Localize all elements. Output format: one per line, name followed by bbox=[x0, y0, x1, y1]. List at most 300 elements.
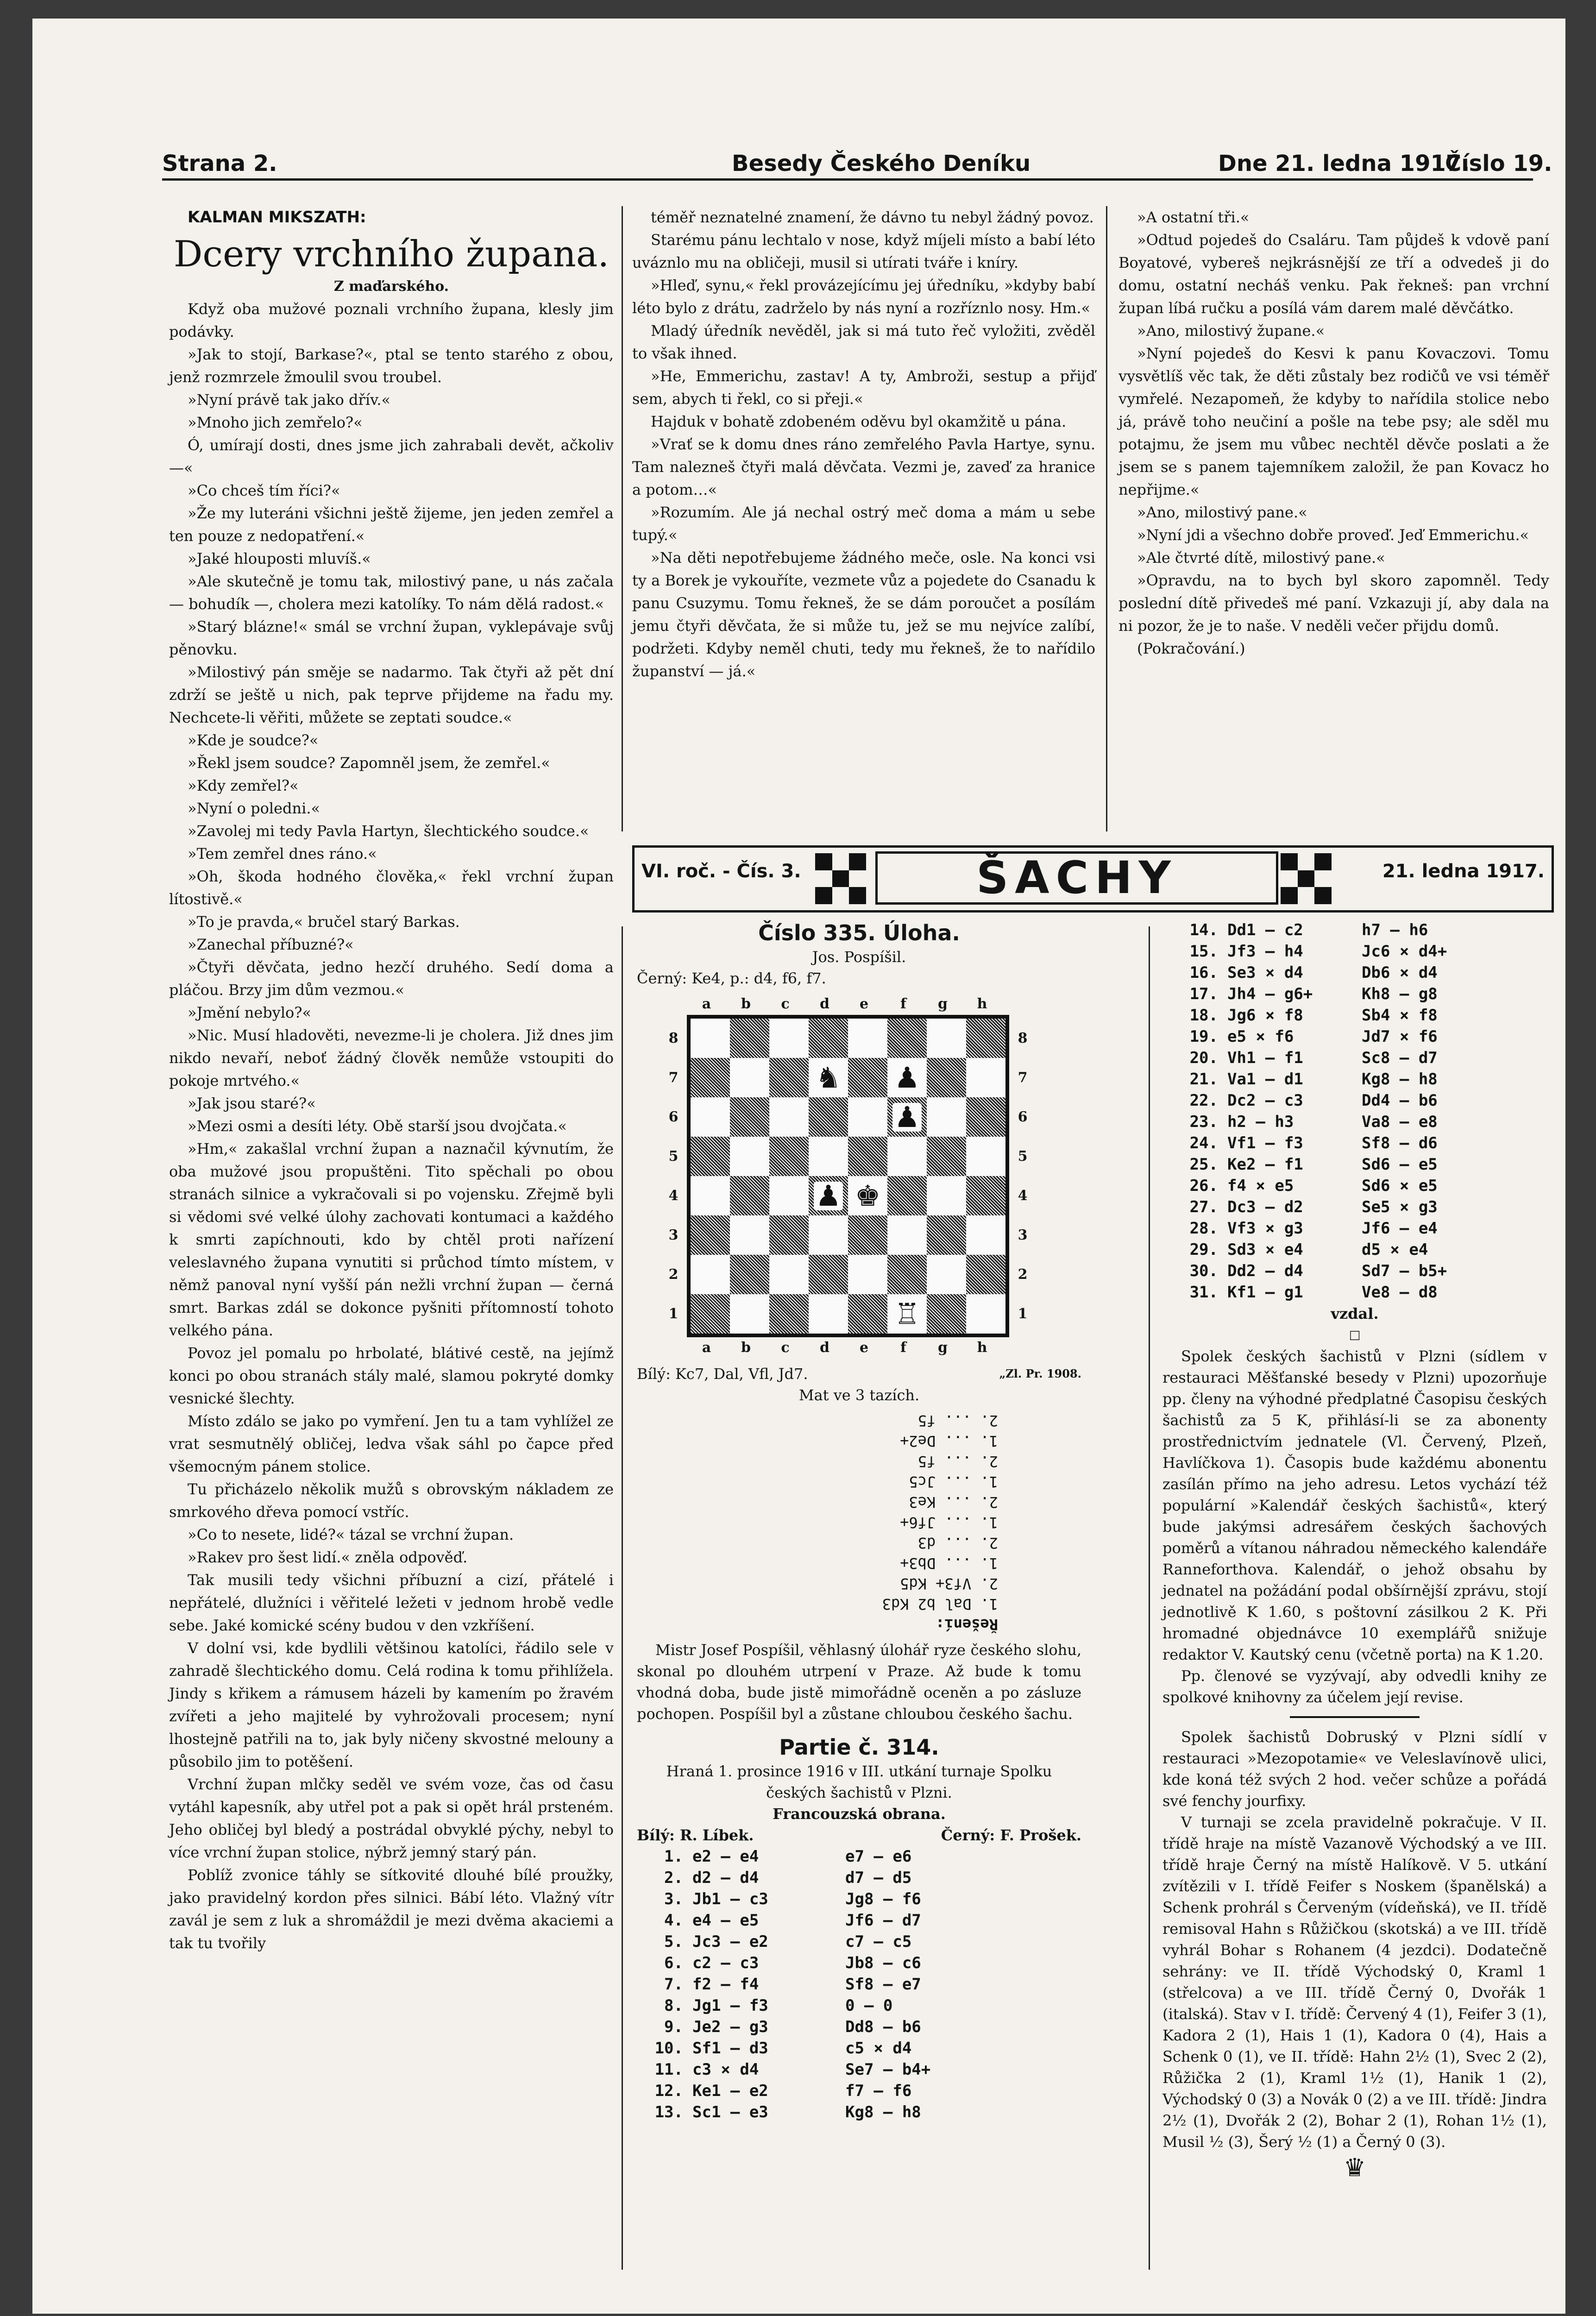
black-move: Va8 — e8 bbox=[1362, 1113, 1438, 1131]
move-number: 19. bbox=[1189, 1027, 1218, 1046]
board-square-d3 bbox=[809, 1215, 848, 1255]
move-number: 12. bbox=[654, 2082, 683, 2100]
board-square-f5 bbox=[887, 1137, 927, 1176]
board-square-d1 bbox=[809, 1294, 848, 1334]
board-square-f2 bbox=[887, 1255, 927, 1294]
club-notice-plzen: Spolek českých šachistů v Plzni (sídlem v restauraci Měšťanské besedy v Plzni) upozorňuje pp. členy na výhodné předplatné Časopisu českých šachistů za 5 K, přihlásí-li se za abonenty prostřednictvím jednatele (Vl. Červený, Plzeň, Havlíčkova 1). Časopis bude každému abonentu zasílán přímo na jeho adresu. Letos vychází též populární »Kalendář českých šachistů«, který bude jakýmsi adresářem českých šachových poměrů a vítanou náhradou německého kalendáře Ranneforthova. Kalendář, o jehož obsahu by jednatel na požádání podal obšírnější zprávu, stojí jednotlivě K 1.60, s poštovní zásilkou 2 K. Při hromadné objednávce 10 exemplářů snižuje redaktor V. Kautský cenu (včetně porta) na K 1.20. bbox=[1162, 1347, 1547, 1663]
divider bbox=[1290, 1716, 1420, 1718]
white-move: Jg1 — f3 bbox=[692, 1996, 768, 2015]
story-paragraph: »Jmění nebylo?« bbox=[188, 1004, 312, 1021]
story-paragraph: »Oh, škoda hodného člověka,« řekl vrchní župan lítostivě.« bbox=[169, 868, 614, 908]
white-move: Dd2 — d4 bbox=[1227, 1262, 1303, 1280]
rank-label: 5 bbox=[668, 1148, 679, 1164]
chess-title: ŠACHY bbox=[875, 851, 1278, 905]
game-black: Černý: F. Prošek. bbox=[941, 1826, 1081, 1844]
white-move: Dc3 — d2 bbox=[1227, 1198, 1303, 1216]
page-number: Strana 2. bbox=[162, 151, 277, 176]
white-move: Jc3 — e2 bbox=[692, 1932, 768, 1951]
rank-label: 1 bbox=[668, 1306, 679, 1322]
white-move: e2 — e4 bbox=[692, 1847, 759, 1866]
black-move: Sd6 × e5 bbox=[1362, 1177, 1438, 1195]
problem-solution-inverted bbox=[655, 1410, 998, 1635]
board-square-b6 bbox=[730, 1097, 769, 1137]
solution-line: 2. ... f5 bbox=[917, 1412, 998, 1429]
file-label: f bbox=[900, 996, 906, 1012]
move-number: 4. bbox=[664, 1911, 683, 1930]
checker-ornament bbox=[815, 853, 866, 904]
board-square-a6 bbox=[691, 1097, 730, 1137]
column-rule bbox=[622, 206, 623, 831]
black-move: Kg8 — h8 bbox=[1362, 1070, 1438, 1089]
move-number: 9. bbox=[664, 2018, 683, 2036]
story-right-text bbox=[1118, 206, 1549, 660]
move-row bbox=[1162, 1282, 1547, 1303]
move-number: 31. bbox=[1189, 1283, 1218, 1302]
board-square-g2 bbox=[927, 1255, 966, 1294]
board-square-h8 bbox=[966, 1019, 1005, 1058]
board-square-d6 bbox=[809, 1097, 848, 1137]
move-number: 26. bbox=[1189, 1177, 1218, 1195]
problem-stipulation: Mat ve 3 tazích. bbox=[798, 1386, 920, 1404]
story-paragraph: »Opravdu, na to bych byl skoro zapomněl. Tedy poslední dítě přivedeš mé paní. Vzkazuji jí, aby dala na ni pozor, že je to naše. V neděli večer přijdu domů. bbox=[1118, 572, 1549, 635]
move-number: 5. bbox=[664, 1932, 683, 1951]
story-middle-column bbox=[632, 206, 1095, 683]
white-move: Jh4 — g6+ bbox=[1227, 985, 1313, 1003]
file-labels-top bbox=[687, 994, 1002, 1015]
game-white: Bílý: R. Líbek. bbox=[637, 1826, 754, 1844]
black-move: Db6 × d4 bbox=[1362, 963, 1438, 982]
move-row bbox=[637, 2016, 1081, 2038]
rank-label: 7 bbox=[1018, 1070, 1028, 1086]
move-number: 8. bbox=[664, 1996, 683, 2015]
move-number: 3. bbox=[664, 1890, 683, 1908]
board-square-f4 bbox=[887, 1176, 927, 1215]
game-title: Partie č. 314. bbox=[779, 1735, 939, 1760]
white-move: f4 × e5 bbox=[1227, 1177, 1294, 1195]
file-label: a bbox=[702, 996, 711, 1012]
game-opening: Francouzská obrana. bbox=[773, 1805, 946, 1823]
rank-label: 4 bbox=[1018, 1188, 1028, 1204]
move-row bbox=[637, 1952, 1081, 1974]
black-move: Se5 × g3 bbox=[1362, 1198, 1438, 1216]
move-row bbox=[1162, 1026, 1547, 1047]
board-square-b4 bbox=[730, 1176, 769, 1215]
story-paragraph: V dolní vsi, kde bydlili většinou katolíci, řádilo sele v zahradě šlechtického domu. Celá rodina k tomu přihlížela. Jindy s křikem a rámusem házeli by kamením po žravém zvířeti a jeho majitelé by vyhrožovali procesem; nyní lhostejně patřili na to, jak byly ničeny skvostné melouny a působilo jim to potěšení. bbox=[169, 1639, 614, 1770]
black-move: f7 — f6 bbox=[845, 2082, 912, 2100]
chess-problem-column bbox=[637, 919, 1081, 2123]
white-move: Va1 — d1 bbox=[1227, 1070, 1303, 1089]
story-paragraph: Starému pánu lechtalo v nose, když míjeli místo a babí léto uváznlo mu na obličeji, musil si utírati tváře i kníry. bbox=[632, 231, 1095, 271]
file-label: e bbox=[859, 996, 869, 1012]
club-notice-dobrusky: Spolek šachistů Dobruský v Plzni sídlí v restauraci »Mezopotamie« ve Veleslavínově ulici, kde koná též svých 2 hod. večer schůze a pořádá své fenchy jourfixy. bbox=[1162, 1728, 1547, 1810]
move-number: 25. bbox=[1189, 1155, 1218, 1174]
story-paragraph: »Rozumím. Ale já nechal ostrý meč doma a mám u sebe tupý.« bbox=[632, 503, 1095, 544]
board-square-a7 bbox=[691, 1058, 730, 1097]
move-row bbox=[1162, 1047, 1547, 1069]
board-square-h1 bbox=[966, 1294, 1005, 1334]
black-move: h7 — h6 bbox=[1362, 921, 1428, 939]
move-number: 1. bbox=[664, 1847, 683, 1866]
rank-label: 1 bbox=[1018, 1306, 1028, 1322]
rank-label: 4 bbox=[668, 1188, 679, 1204]
board-square-h5 bbox=[966, 1137, 1005, 1176]
move-row bbox=[637, 1974, 1081, 1995]
rank-label: 8 bbox=[1018, 1030, 1028, 1046]
board-square-f3 bbox=[887, 1215, 927, 1255]
move-row bbox=[637, 1867, 1081, 1888]
board-square-e2 bbox=[848, 1255, 887, 1294]
file-label: g bbox=[938, 1340, 948, 1356]
move-row bbox=[637, 1995, 1081, 2016]
story-paragraph: »Že my luteráni všichni ještě žijeme, jen jeden zemřel a ten pouze z nedopatření.« bbox=[169, 504, 614, 545]
move-number: 16. bbox=[1189, 963, 1218, 982]
story-middle-text bbox=[632, 206, 1095, 683]
white-move: c2 — c3 bbox=[692, 1954, 759, 1972]
rank-label: 2 bbox=[1018, 1266, 1028, 1283]
rank-label: 3 bbox=[668, 1227, 679, 1243]
problem-black: Černý: Ke4, p.: d4, f6, f7. bbox=[637, 969, 826, 987]
move-number: 29. bbox=[1189, 1240, 1218, 1259]
story-paragraph: »Zanechal příbuzné?« bbox=[188, 936, 354, 953]
story-left-text bbox=[169, 298, 614, 1955]
black-move: d7 — d5 bbox=[845, 1869, 912, 1887]
file-label: c bbox=[781, 1340, 790, 1356]
story-paragraph: »Vrať se k domu dnes ráno zemřelého Pavla Hartye, synu. Tam nalezneš čtyři malá děvčata. Vezmi je, zaveď za hranice a potom…« bbox=[632, 435, 1095, 498]
move-row bbox=[1162, 1005, 1547, 1026]
board-square-g8 bbox=[927, 1019, 966, 1058]
move-number: 20. bbox=[1189, 1049, 1218, 1067]
board-square-f7 bbox=[887, 1058, 927, 1097]
story-paragraph: »Ale čtvrté dítě, milostivý pane.« bbox=[1137, 549, 1385, 566]
black-move: Kh8 — g8 bbox=[1362, 985, 1438, 1003]
column-rule bbox=[1106, 206, 1107, 831]
separator-mark: □ bbox=[1349, 1328, 1361, 1342]
black-move: Sf8 — d6 bbox=[1362, 1134, 1438, 1152]
board-square-c3 bbox=[769, 1215, 809, 1255]
board-square-d2 bbox=[809, 1255, 848, 1294]
move-number: 30. bbox=[1189, 1262, 1218, 1280]
move-row bbox=[1162, 1069, 1547, 1090]
move-number: 6. bbox=[664, 1954, 683, 1972]
checker-ornament bbox=[1281, 853, 1332, 904]
game-intro: Hraná 1. prosince 1916 v III. utkání turnaje Spolku českých šachistů v Plzni. bbox=[666, 1762, 1052, 1801]
black-move: Dd8 — b6 bbox=[845, 2018, 921, 2036]
story-title: Dcery vrchního župana. bbox=[173, 233, 609, 275]
solution-line: 1. ... Db3+ bbox=[900, 1554, 998, 1572]
solution-line: 1. ... Jc5 bbox=[909, 1473, 998, 1491]
board-square-h3 bbox=[966, 1215, 1005, 1255]
board-square-h7 bbox=[966, 1058, 1005, 1097]
story-paragraph: »Nyní jdi a všechno dobře proveď. Jeď Emmerichu.« bbox=[1137, 526, 1529, 544]
board-square-g3 bbox=[927, 1215, 966, 1255]
white-move: Jb1 — c3 bbox=[692, 1890, 768, 1908]
move-number: 15. bbox=[1189, 942, 1218, 961]
board-square-a8 bbox=[691, 1019, 730, 1058]
story-paragraph: »Jak to stojí, Barkase?«, ptal se tento starého z obou, jenž rozmrzele žmoulil svou troubel. bbox=[169, 346, 614, 386]
story-paragraph: »Tem zemřel dnes ráno.« bbox=[188, 845, 377, 862]
move-number: 28. bbox=[1189, 1219, 1218, 1238]
story-paragraph: »Rakev pro šest lidí.« zněla odpověď. bbox=[188, 1548, 468, 1566]
story-right-column bbox=[1118, 206, 1549, 660]
board-square-d4 bbox=[809, 1176, 848, 1215]
chess-board bbox=[687, 1015, 1009, 1337]
white-move: Sc1 — e3 bbox=[692, 2103, 768, 2121]
black-move: Jf6 — d7 bbox=[845, 1911, 921, 1930]
story-paragraph: Povoz jel pomalu po hrbolaté, blátivé cestě, na jejímž konci po obou stranách stály malé, slamou pokryté domky vesnické šlechty. bbox=[169, 1344, 614, 1407]
board-square-b1 bbox=[730, 1294, 769, 1334]
white-move: Vf3 × g3 bbox=[1227, 1219, 1303, 1238]
board-square-e4 bbox=[848, 1176, 887, 1215]
file-label: h bbox=[977, 996, 987, 1012]
board-square-d8 bbox=[809, 1019, 848, 1058]
move-number: 23. bbox=[1189, 1113, 1218, 1131]
solution-line: 2. ... f5 bbox=[917, 1453, 998, 1470]
story-paragraph: »Hm,« zakašlal vrchní župan a naznačil kývnutím, že oba mužové jsou propuštěni. Tito spěchali po obou stranách silnice a vykračovali si po vojensku. Zřejmě byli si vědomi své velké úlohy zachovati kontumaci a každého k smrti zapíchnouti, kdo by chtěl proti nařízení veleslavného župana vynutiti si průchod tímto místem, v němž panoval nyní vyšší pán nežli vrchní župan — černá smrt. Barkas zdál se dokonce pyšniti přítomností tohoto velkého pána. bbox=[169, 1140, 614, 1339]
story-subtitle: Z maďarského. bbox=[333, 278, 449, 295]
move-number: 21. bbox=[1189, 1070, 1218, 1089]
board-square-b2 bbox=[730, 1255, 769, 1294]
rank-label: 5 bbox=[1018, 1148, 1028, 1164]
rank-label: 7 bbox=[668, 1070, 679, 1086]
move-number: 17. bbox=[1189, 985, 1218, 1003]
story-paragraph: »Jak jsou staré?« bbox=[188, 1095, 316, 1112]
board-square-b8 bbox=[730, 1019, 769, 1058]
white-move: e4 — e5 bbox=[692, 1911, 759, 1930]
move-number: 11. bbox=[654, 2060, 683, 2079]
board-square-g6 bbox=[927, 1097, 966, 1137]
black-move: Jd7 × f6 bbox=[1362, 1027, 1438, 1046]
board-square-e3 bbox=[848, 1215, 887, 1255]
black-move: Sb4 × f8 bbox=[1362, 1006, 1438, 1025]
file-label: h bbox=[977, 1340, 987, 1356]
move-row bbox=[1162, 1260, 1547, 1282]
move-row bbox=[1162, 1175, 1547, 1196]
story-paragraph: »Mezi osmi a desíti léty. Obě starší jsou dvojčata.« bbox=[188, 1117, 567, 1135]
page-header bbox=[162, 151, 1552, 181]
move-row bbox=[637, 2080, 1081, 2102]
move-row bbox=[637, 1931, 1081, 1952]
story-paragraph: »Mnoho jich zemřelo?« bbox=[188, 414, 363, 431]
board-square-c6 bbox=[769, 1097, 809, 1137]
chess-diagram bbox=[660, 994, 1040, 1359]
move-row bbox=[1162, 1154, 1547, 1175]
board-square-b3 bbox=[730, 1215, 769, 1255]
black-move: Sd7 — b5+ bbox=[1362, 1262, 1447, 1280]
white-move: Vf1 — f3 bbox=[1227, 1134, 1303, 1152]
paper-title: Besedy Českého Deníku bbox=[732, 151, 1031, 176]
white-move: f2 — f4 bbox=[692, 1975, 759, 1994]
story-paragraph: »To je pravda,« bručel starý Barkas. bbox=[188, 913, 460, 931]
column-rule bbox=[1149, 926, 1150, 2270]
white-move: Kf1 — g1 bbox=[1227, 1283, 1303, 1302]
black-move: c5 × d4 bbox=[845, 2039, 912, 2058]
chess-piece-icon: ♟ bbox=[892, 1103, 922, 1132]
black-move: Ve8 — d8 bbox=[1362, 1283, 1438, 1302]
story-paragraph: »Na děti nepotřebujeme žádného meče, osle. Na konci vsi ty a Borek je vykouříte, vezmete vůz a pojedete do Csanadu k panu Csuzymu. Tomu řekneš, že se dám poroučet a posílám jemu čtyři děvčata, že si může tu, jež se mu nejvíce zalíbí, podržeti. Kdyby neměl chuti, tedy mu řekneš, že to nařídilo županství — já.« bbox=[632, 549, 1095, 680]
file-label: f bbox=[900, 1340, 906, 1356]
move-number: 22. bbox=[1189, 1091, 1218, 1110]
board-square-e5 bbox=[848, 1137, 887, 1176]
file-label: d bbox=[820, 996, 829, 1012]
chess-piece-icon: ♞ bbox=[814, 1064, 843, 1092]
story-paragraph: »Nyní pojedeš do Kesvi k panu Kovaczovi. Tomu vysvětlíš věc tak, že děti zůstaly bez rodičů ve vsi téměř vymřelé. Nezapomeň, že kdyby to nařídila stolice nebo já, právě toho neučiní a pošle na tebe psy; ale sděl mu potajmu, že jsem mu vůbec nechtěl děvče poslati a že jsem se s panem tajemníkem založil, že pan Kovacz ho nepřijme.« bbox=[1118, 345, 1549, 498]
move-number: 13. bbox=[654, 2103, 683, 2121]
story-paragraph: »Kdy zemřel?« bbox=[188, 777, 299, 794]
black-move: c7 — c5 bbox=[845, 1932, 912, 1951]
board-square-e1 bbox=[848, 1294, 887, 1334]
board-square-e7 bbox=[848, 1058, 887, 1097]
rank-label: 8 bbox=[668, 1030, 679, 1046]
rank-label: 2 bbox=[668, 1266, 679, 1283]
problem-white: Bílý: Kc7, Dal, Vfl, Jd7. bbox=[637, 1365, 808, 1383]
black-move: Jf6 — e4 bbox=[1362, 1219, 1438, 1238]
problem-title: Číslo 335. Úloha. bbox=[758, 920, 960, 945]
story-paragraph: »Jaké hlouposti mluvíš.« bbox=[188, 550, 371, 567]
file-label: a bbox=[702, 1340, 711, 1356]
black-move: Jg8 — f6 bbox=[845, 1890, 921, 1908]
problem-author: Jos. Pospíšil. bbox=[812, 948, 906, 966]
move-number: 2. bbox=[664, 1869, 683, 1887]
black-move: d5 × e4 bbox=[1362, 1240, 1428, 1259]
file-labels-bottom bbox=[687, 1337, 1002, 1359]
board-square-a2 bbox=[691, 1255, 730, 1294]
column-rule bbox=[622, 926, 623, 2270]
move-row bbox=[637, 1910, 1081, 1931]
story-paragraph: »Co chceš tím říci?« bbox=[188, 482, 340, 499]
black-move: Kg8 — h8 bbox=[845, 2103, 921, 2121]
board-square-g7 bbox=[927, 1058, 966, 1097]
white-move: Dd1 — c2 bbox=[1227, 921, 1303, 939]
story-paragraph: Když oba mužové poznali vrchního župana, klesly jim podávky. bbox=[169, 300, 614, 340]
solution-line: 1. ... De2+ bbox=[900, 1432, 998, 1450]
newspaper-page bbox=[32, 19, 1565, 2314]
board-square-f8 bbox=[887, 1019, 927, 1058]
story-paragraph: »Nyní právě tak jako dřív.« bbox=[188, 391, 391, 409]
story-paragraph: »Hleď, synu,« řekl provázejícímu jej úředníku, »kdyby babí léto bylo z drátu, zadrželo by nás nyní a rozříznlo nosy. Hm.« bbox=[632, 277, 1095, 317]
white-move: e5 × f6 bbox=[1227, 1027, 1294, 1046]
board-square-a4 bbox=[691, 1176, 730, 1215]
move-row bbox=[1162, 962, 1547, 983]
white-move: c3 × d4 bbox=[692, 2060, 759, 2079]
rank-label: 6 bbox=[1018, 1109, 1028, 1125]
solution-line: 2. ... Ke3 bbox=[909, 1493, 998, 1511]
game-moves-1-13 bbox=[637, 1846, 1081, 2123]
board-square-e6 bbox=[848, 1097, 887, 1137]
story-paragraph: téměř neznatelné znamení, že dávno tu nebyl žádný povoz. bbox=[651, 208, 1094, 226]
story-paragraph: »Starý blázne!« smál se vrchní župan, vyklepávaje svůj pěnovku. bbox=[169, 618, 614, 658]
story-paragraph: Hajduk v bohatě zdobeném oděvu byl okamžitě u pána. bbox=[651, 413, 1067, 430]
file-label: g bbox=[938, 996, 948, 1012]
white-move: Sf1 — d3 bbox=[692, 2039, 768, 2058]
board-square-h6 bbox=[966, 1097, 1005, 1137]
move-row bbox=[1162, 1111, 1547, 1133]
black-move: Sd6 — e5 bbox=[1362, 1155, 1438, 1174]
black-move: e7 — e6 bbox=[845, 1847, 912, 1866]
story-paragraph: »Odtud pojedeš do Csaláru. Tam půjdeš k vdově paní Boyatové, vybereš nejkrásnější ze tří a odvedeš ji do domu, ostatní necháš venku. Pak řekneš: pan vrchní župan líbá ručku a posílá vám darem malé děvčátko. bbox=[1118, 231, 1549, 317]
move-row bbox=[1162, 1239, 1547, 1260]
board-square-f6 bbox=[887, 1097, 927, 1137]
solution-line: 1. ... Jf6+ bbox=[900, 1514, 998, 1531]
white-move: Dc2 — c3 bbox=[1227, 1091, 1303, 1110]
black-move: 0 — 0 bbox=[845, 1996, 893, 2015]
black-move: Se7 — b4+ bbox=[845, 2060, 931, 2079]
move-row bbox=[1162, 941, 1547, 962]
file-label: c bbox=[781, 996, 790, 1012]
board-square-c8 bbox=[769, 1019, 809, 1058]
board-square-d7 bbox=[809, 1058, 848, 1097]
board-square-g1 bbox=[927, 1294, 966, 1334]
story-paragraph: Vrchní župan mlčky seděl ve svém voze, čas od času vytáhl kapesník, aby utřel pot a pak si opět hrál prsteném. Jeho obličej byl bledý a postrádal obvyklé pýchy, nebyl to více vrchní župan stolice, nýbrž jemný starý pán. bbox=[169, 1775, 614, 1861]
move-row bbox=[1162, 1133, 1547, 1154]
story-paragraph: »Milostivý pán směje se nadarmo. Tak čtyři až pět dní zdrží se ještě u nich, pak teprve přijdeme na řadu my. Nechcete-li věřiti, můžete se zeptati soudce.« bbox=[169, 663, 614, 726]
story-paragraph: Tak musili tedy všichni příbuzní a cizí, přátelé i nepřátelé, dlužníci i věřitelé ležeti v jednom hrobě vedle sebe. Jaké komické scény budou v den vzkříšení. bbox=[169, 1571, 614, 1634]
move-row bbox=[637, 1888, 1081, 1910]
tournament-report: V turnaji se zcela pravidelně pokračuje. V II. třídě hraje na místě Vazanově Východský a ve III. třídě hraje Černý na místě Halíkově. V 5. utkání zvítězili v I. třídě Feifer s Noskem (španělská) a Schenk prohrál s Červeným (vídeňská), ve II. třídě remisoval Hahn s Růžičkou (skotská) a ve III. třídě vyhrál Bohar s Rohanem (4 jezdci). Dodatečně sehrány: ve II. třídě Východský 0, Kraml 1 (střelcova) a ve III. třídě Černý 0, Dvořák 1 (italská). Stav v I. třídě: Červený 4 (1), Feifer 3 (1), Kadora 2 (1), Hais 1 (1), Kadora 0 (4), Hais a Schenk 0 (1), ve II. třídě: Hahn 2½ (1), Svec 2 (2), Růžička 2 (1), Kraml 1½ (1), Hanik 1 (2), Východský 0 (3) a Novák 0 (2) a ve III. třídě: Jindra 2½ (1), Dvořák 2 (2), Bohar 2 (1), Rohan 1½ (1), Musil ½ (3), Šerý ½ (1) a Černý 0 (3). bbox=[1162, 1813, 1547, 2151]
story-author: KALMAN MIKSZATH: bbox=[188, 208, 366, 227]
story-paragraph: »Zavolej mi tedy Pavla Hartyn, šlechtického soudce.« bbox=[188, 822, 589, 840]
move-row bbox=[1162, 919, 1547, 941]
board-square-d5 bbox=[809, 1137, 848, 1176]
move-row bbox=[1162, 1196, 1547, 1218]
crown-ornament-icon: ♛ bbox=[1343, 2153, 1366, 2182]
file-label: b bbox=[741, 996, 751, 1012]
board-square-e8 bbox=[848, 1019, 887, 1058]
move-row bbox=[637, 2059, 1081, 2080]
move-number: 18. bbox=[1189, 1006, 1218, 1025]
black-move: Sf8 — e7 bbox=[845, 1975, 921, 1994]
story-paragraph: »A ostatní tři.« bbox=[1137, 208, 1250, 226]
white-move: Je2 — g3 bbox=[692, 2018, 768, 2036]
rank-label: 6 bbox=[668, 1109, 679, 1125]
white-move: Se3 × d4 bbox=[1227, 963, 1303, 982]
chess-piece-icon: ♚ bbox=[853, 1182, 883, 1210]
white-move: Jg6 × f8 bbox=[1227, 1006, 1303, 1025]
white-move: Ke1 — e2 bbox=[692, 2082, 768, 2100]
black-move: Jc6 × d4+ bbox=[1362, 942, 1447, 961]
white-move: Ke2 — f1 bbox=[1227, 1155, 1303, 1174]
file-label: b bbox=[741, 1340, 751, 1356]
story-left-column bbox=[169, 206, 614, 1955]
board-square-a5 bbox=[691, 1137, 730, 1176]
game-moves-14-31 bbox=[1162, 919, 1547, 1303]
file-label: d bbox=[820, 1340, 829, 1356]
story-paragraph: »Ale skutečně je tomu tak, milostivý pane, u nás začala — bohudík —, cholera mezi katolíky. To nám dělá radost.« bbox=[169, 573, 614, 613]
solution-line: 2. ... d3 bbox=[917, 1534, 998, 1552]
story-paragraph: Mladý úředník nevěděl, jak si má tuto řeč vyložiti, zvěděl to však ihned. bbox=[632, 322, 1095, 362]
file-label: e bbox=[859, 1340, 869, 1356]
story-paragraph: »He, Emmerichu, zastav! A ty, Ambroži, sestup a přijď sem, abych ti řekl, co si přeji.« bbox=[632, 367, 1095, 408]
board-square-c5 bbox=[769, 1137, 809, 1176]
chess-date: 21. ledna 1917. bbox=[1382, 861, 1545, 882]
story-paragraph: »Kde je soudce?« bbox=[188, 731, 319, 749]
move-row bbox=[637, 2038, 1081, 2059]
story-paragraph: »Řekl jsem soudce? Zapomněl jsem, že zemřel.« bbox=[188, 754, 550, 772]
board-square-a3 bbox=[691, 1215, 730, 1255]
rank-labels bbox=[1009, 1019, 1036, 1334]
board-square-b7 bbox=[730, 1058, 769, 1097]
problem-note: Mistr Josef Pospíšil, věhlasný úlohář ryze českého slohu, skonal po dlouhém utrpení v Praze. Až bude k tomu vhodná doba, bude jistě mimořádně oceněn a po zásluze pochopen. Pospíšil byl a zůstane chloubou českého šachu. bbox=[637, 1641, 1081, 1723]
white-move: Vh1 — f1 bbox=[1227, 1049, 1303, 1067]
story-paragraph: »Čtyři děvčata, jedno hezčí druhého. Sedí doma a pláčou. Brzy jim dům vezmou.« bbox=[169, 958, 614, 999]
black-move: Dd4 — b6 bbox=[1362, 1091, 1438, 1110]
move-row bbox=[1162, 1090, 1547, 1111]
solution-label: Řešení: bbox=[936, 1616, 998, 1633]
header-date: Dne 21. ledna 1917. bbox=[1218, 151, 1470, 176]
move-number: 10. bbox=[654, 2039, 683, 2058]
move-number: 7. bbox=[664, 1975, 683, 1994]
solution-line: 2. Vf3+ Kd5 bbox=[900, 1575, 998, 1592]
white-move: h2 — h3 bbox=[1227, 1113, 1294, 1131]
